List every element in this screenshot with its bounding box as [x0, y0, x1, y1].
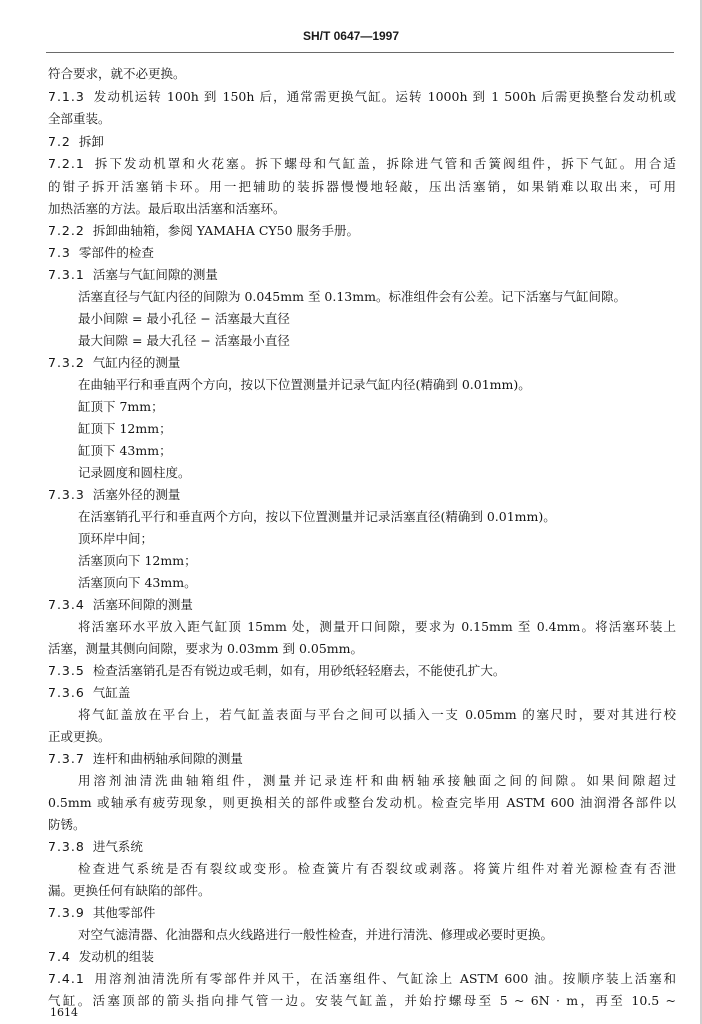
text-line: 对空气滤清器、化油器和点火线路进行一般性检查，并进行清洗、修理或必要时更换。	[78, 927, 554, 942]
list-item: 活塞顶向下 43mm。	[78, 575, 197, 590]
list-item: 缸顶下 12mm；	[78, 421, 172, 436]
header-divider	[46, 52, 674, 53]
section-heading-7-3-2: 7.3.2 气缸内径的测量	[48, 355, 181, 370]
text-line: 气缸。活塞顶部的箭头指向排气管一边。安装气缸盖，并始拧螺母至 5 ~ 6N · m，再至 10.5 ~	[48, 993, 676, 1008]
text-line: 活塞，测量其侧向间隙，要求为 0.03mm 到 0.05mm。	[48, 641, 363, 656]
list-item: 缸顶下 43mm；	[78, 443, 172, 458]
section-heading-7-3-1: 7.3.1 活塞与气缸间隙的测量	[48, 267, 218, 282]
text-line: 全部重装。	[48, 111, 111, 126]
section-heading-7-3-8: 7.3.8 进气系统	[48, 839, 143, 854]
section-heading-7-3-7: 7.3.7 连杆和曲柄轴承间隙的测量	[48, 751, 243, 766]
text-line: 检查进气系统是否有裂纹或变形。检查簧片有否裂纹或剥落。将簧片组件对着光源检查有否泄	[78, 861, 676, 876]
formula-line: 最大间隙 = 最大孔径 − 活塞最小直径	[78, 333, 290, 348]
text-line: 符合要求，就不必更换。	[48, 66, 186, 81]
text-line: 加热活塞的方法。最后取出活塞和活塞环。	[48, 201, 286, 216]
text-line: 在活塞销孔平行和垂直两个方向，按以下位置测量并记录活塞直径(精确到 0.01mm)。	[78, 509, 556, 524]
section-7-3-5: 7.3.5 检查活塞销孔是否有锐边或毛刺，如有，用砂纸轻轻磨去，不能使孔扩大。	[48, 663, 506, 678]
text-line: 将活塞环水平放入距气缸顶 15mm 处，测量开口间隙，要求为 0.15mm 至 0.4mm。将活塞环装上	[78, 619, 676, 634]
section-heading-7-3-4: 7.3.4 活塞环间隙的测量	[48, 597, 193, 612]
section-heading-7-3: 7.3 零部件的检查	[48, 245, 154, 260]
section-7-2-1: 7.2.1 拆下发动机罩和火花塞。拆下螺母和气缸盖，拆除进气管和舌簧阀组件，拆下气缸。用合适	[48, 156, 676, 171]
section-heading-7-3-9: 7.3.9 其他零部件	[48, 905, 156, 920]
text-line: 正或更换。	[48, 729, 111, 744]
section-heading-7-4: 7.4 发动机的组装	[48, 949, 154, 964]
section-heading-7-3-3: 7.3.3 活塞外径的测量	[48, 487, 181, 502]
text-line: 防锈。	[48, 817, 86, 832]
text-line: 记录圆度和圆柱度。	[78, 465, 191, 480]
text-line: 活塞直径与气缸内径的间隙为 0.045mm 至 0.13mm。标准组件会有公差。记下活塞与气缸间隙。	[78, 289, 626, 304]
section-7-4-1: 7.4.1 用溶剂油清洗所有零部件并风干，在活塞组件、气缸涂上 ASTM 600 油。按顺序装上活塞和	[48, 971, 676, 986]
section-7-2-2: 7.2.2 拆卸曲轴箱，参阅 YAMAHA CY50 服务手册。	[48, 223, 360, 238]
text-line: 0.5mm 或轴承有疲劳现象，则更换相关的部件或整台发动机。检查完毕用 ASTM 600 油润滑各部件以	[48, 795, 676, 810]
page-number: 1614	[50, 1006, 78, 1019]
list-item: 缸顶下 7mm；	[78, 399, 164, 414]
text-line: 将气缸盖放在平台上，若气缸盖表面与平台之间可以插入一支 0.05mm 的塞尺时，要对其进行校	[78, 707, 676, 722]
section-7-1-3: 7.1.3 发动机运转 100h 到 150h 后，通常需更换气缸。运转 1000h 到 1 500h 后需更换整台发动机或	[48, 89, 676, 104]
text-line: 的钳子拆开活塞销卡环。用一把辅助的装拆器慢慢地轻敲，压出活塞销，如果销难以取出来，可用	[48, 179, 676, 194]
text-line: 漏。更换任何有缺陷的部件。	[48, 883, 211, 898]
list-item: 活塞顶向下 12mm；	[78, 553, 197, 568]
text-line: 用溶剂油清洗曲轴箱组件，测量并记录连杆和曲柄轴承接触面之间的间隙。如果间隙超过	[78, 773, 676, 788]
document-code-header: SH/T 0647—1997	[302, 29, 400, 43]
text-line: 在曲轴平行和垂直两个方向，按以下位置测量并记录气缸内径(精确到 0.01mm)。	[78, 377, 531, 392]
section-heading-7-3-6: 7.3.6 气缸盖	[48, 685, 131, 700]
list-item: 顶环岸中间；	[78, 531, 154, 546]
section-heading-7-2: 7.2 拆卸	[48, 134, 104, 149]
formula-line: 最小间隙 = 最小孔径 − 活塞最大直径	[78, 311, 290, 326]
